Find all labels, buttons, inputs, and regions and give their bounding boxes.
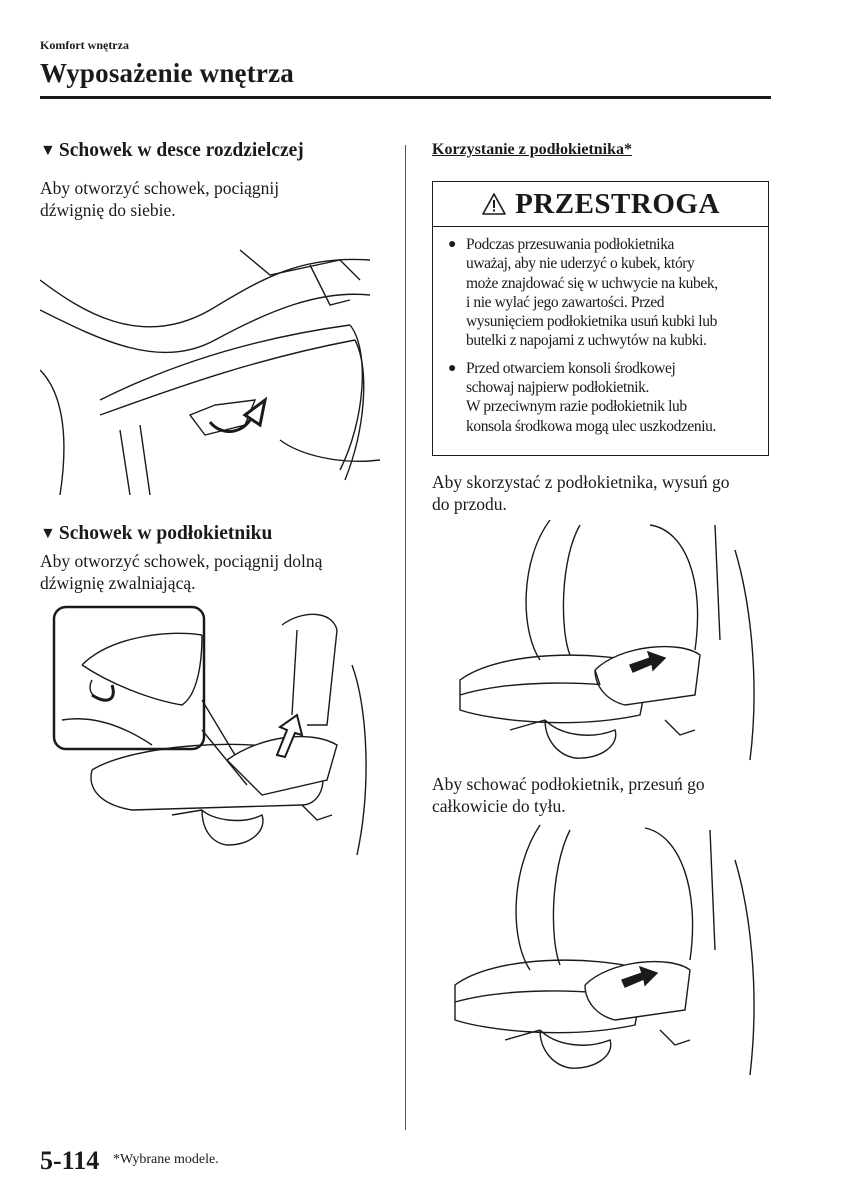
page-number: 5-114 [40, 1146, 100, 1175]
caution-header [433, 182, 768, 227]
caution-list [433, 227, 768, 436]
subsection-heading-armrest: ▼ Schowek w podłokietniku [40, 523, 273, 544]
caution-box [432, 181, 769, 456]
triangle-down-icon: ▼ [40, 525, 56, 542]
caution-title: PRZESTROGA [515, 187, 720, 220]
glovebox-illustration [40, 240, 385, 495]
armrest-storage-illustration [52, 605, 387, 860]
title-rule [40, 96, 771, 99]
page-title: Wyposażenie wnętrza [40, 58, 294, 88]
armrest-storage-instruction: Aby otworzyć schowek, pociągnij dolną dźwignię zwalniającą. [40, 551, 323, 593]
bullet-icon: ● [448, 360, 457, 376]
armrest-extend-illustration [450, 520, 770, 765]
glovebox-instruction: Aby otworzyć schowek, pociągnij dźwignię do siebie. [40, 178, 280, 220]
armrest-usage-heading: Korzystanie z podłokietnika* [432, 141, 633, 158]
caution-item: ● Przed otwarciem konsoli środkowej schowaj najpierw podłokietnik. W przeciwnym razie podłokietnik lub konsola środkowa mogą ulec uszkodzeniu. [448, 359, 716, 435]
caution-item: ● Podczas przesuwania podłokietnika uważaj, aby nie uderzyć o kubek, który może znajdować się w uchwycie na kubek, i nie wylać jego zawartości. Przed wysunięciem podłokietnika usuń kubki lub butelki z napojami z uchwytów na kubki. [448, 236, 718, 350]
bullet-icon: ● [448, 237, 457, 252]
warning-triangle-icon [481, 192, 507, 216]
section-label: Komfort wnętrza [40, 38, 129, 52]
triangle-down-icon: ▼ [40, 142, 56, 159]
column-divider [405, 145, 406, 1130]
armrest-retract-illustration [450, 820, 770, 1080]
armrest-retract-instruction: Aby schować podłokietnik, przesuń go całkowicie do tyłu. [432, 774, 705, 816]
subsection-heading-glovebox: ▼ Schowek w desce rozdzielczej [40, 140, 304, 161]
footnote: *Wybrane modele. [113, 1152, 219, 1167]
armrest-extend-instruction: Aby skorzystać z podłokietnika, wysuń go do przodu. [432, 472, 730, 514]
